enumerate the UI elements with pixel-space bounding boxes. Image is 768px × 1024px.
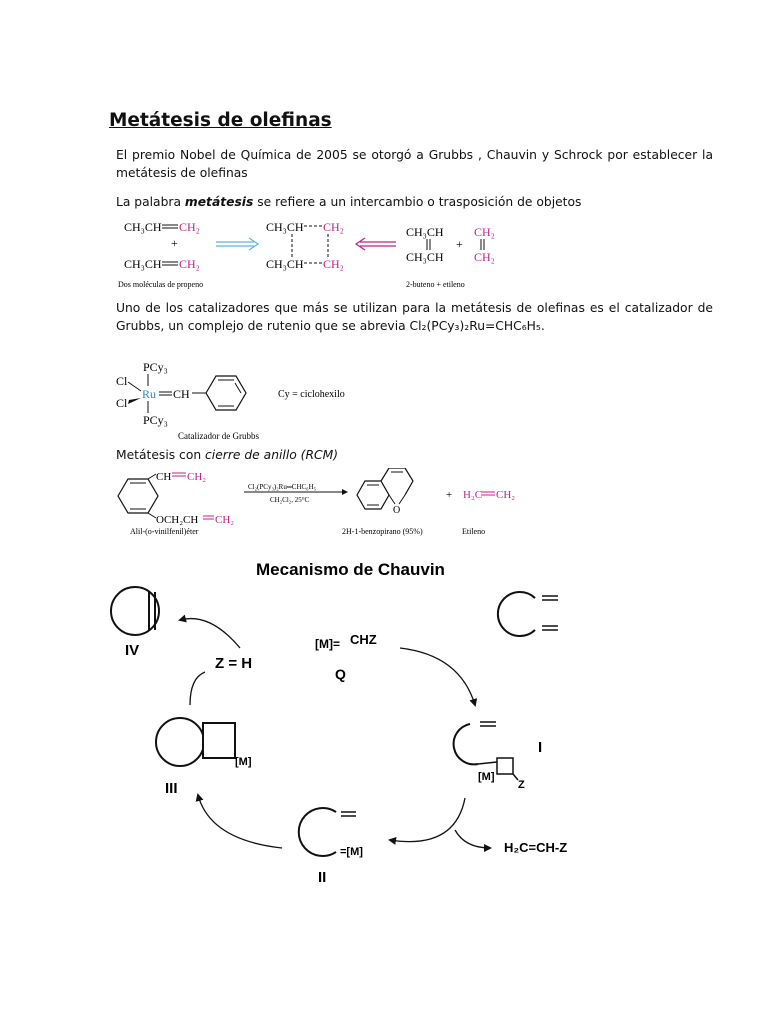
pcy3-bottom: PCy₃ [143, 413, 168, 427]
allyloxy-chain: OCH₂CH [156, 514, 199, 526]
intermediate-top-ch2: CH₂ [323, 220, 344, 234]
intro-text: El premio Nobel de Química de 2005 se otorgó a Grubbs , Chauvin y Schrock por establecer la metátesis de olefinas [116, 148, 713, 180]
caption-propene: Dos moléculas de propeno [118, 280, 204, 289]
definition-emphasis: metátesis [184, 195, 254, 209]
intro-paragraph [116, 146, 713, 182]
m-label-i: [M] [478, 771, 495, 783]
reactant-bottom-ch2: CH₂ [179, 257, 200, 271]
grubbs-paragraph [116, 299, 713, 335]
grubbs-caption: Catalizador de Grubbs [178, 431, 259, 441]
aryl-ring [118, 479, 158, 513]
pcy3-top: PCy₃ [143, 360, 168, 374]
forward-arrow [216, 238, 258, 250]
metallacyclobutane-iii [156, 718, 235, 766]
reactant-top-ch2: CH₂ [179, 220, 200, 234]
page-title: Metátesis de olefinas [109, 110, 332, 131]
reagent-catalyst: Cl₂(PCy₃)₂Ru═CHC₆H₅ [248, 483, 317, 491]
cy-definition: Cy = ciclohexilo [278, 389, 345, 400]
rcm-scheme [114, 468, 534, 540]
arrow-byproduct [455, 830, 490, 848]
intermediate-bottom-ch2: CH₂ [323, 257, 344, 271]
allyl-ch2: CH₂ [215, 514, 235, 526]
arrow-iii-up [190, 672, 205, 705]
q-formula-left: [M]= [315, 637, 340, 651]
byproduct-label: H₂C=CH-Z [504, 840, 568, 855]
reactant-top: CH₃CH [124, 220, 162, 234]
rcm-heading-before: Metátesis con [116, 448, 206, 462]
diene-substrate [498, 592, 558, 636]
label-ii: II [318, 869, 327, 886]
intermediate-top: CH₃CH [266, 220, 304, 234]
product-butene-top: CH₃CH [406, 225, 444, 239]
plus-sign-rcm: + [446, 489, 453, 501]
ruthenium-atom: Ru [142, 387, 157, 401]
caption-ethylene: Etileno [462, 527, 486, 536]
product-ethylene-bottom: CH₂ [474, 250, 495, 264]
label-iii: III [165, 780, 178, 797]
caption-benzopyran: 2H-1-benzopirano (95%) [342, 527, 423, 536]
reactant-bottom: CH₃CH [124, 257, 162, 271]
m-label-iii: [M] [235, 756, 252, 768]
mechanism-title: Mecanismo de Chauvin [256, 560, 445, 579]
arrow-i-to-ii [390, 798, 465, 842]
label-q: Q [335, 666, 346, 682]
plus-sign-2: + [456, 237, 463, 251]
ethylene-right: CH₂ [496, 489, 516, 501]
product-ethylene-top: CH₂ [474, 225, 495, 239]
grubbs-text: Uno de los catalizadores que más se utilizan para la metátesis de olefinas es el catalizador de Grubbs, un complejo de rutenio que se abrevia Cl₂(PCy₃)₂Ru=CHC₆H₅. [116, 301, 713, 333]
cl-bottom: Cl [116, 396, 128, 410]
rcm-heading-em: cierre de anillo (RCM) [205, 448, 339, 462]
vinyl-ch: CH [156, 471, 172, 483]
rcm-heading [116, 446, 516, 464]
plus-sign-1: + [171, 236, 178, 250]
propene-metathesis-scheme [116, 214, 516, 292]
metathesis-definition [116, 193, 716, 211]
definition-after: se refiere a un intercambio o trasposición de objetos [253, 195, 582, 209]
reagent-conditions: CH₂Cl₂, 25°C [270, 496, 310, 504]
arrow-to-iv [180, 619, 240, 648]
product-butene-bottom: CH₃CH [406, 250, 444, 264]
reverse-arrow [356, 238, 396, 250]
vinyl-ch2: CH₂ [187, 471, 207, 483]
cycloalkene-iv [111, 587, 159, 635]
ring-oxygen: O [393, 505, 401, 516]
intermediate-bottom: CH₃CH [266, 257, 304, 271]
ethylene-left: H₂C [463, 489, 483, 501]
label-i: I [538, 739, 543, 756]
caption-products: 2-buteno + etileno [406, 280, 465, 289]
definition-before: La palabra [116, 195, 185, 209]
label-iv: IV [125, 642, 140, 659]
chauvin-mechanism [0, 548, 768, 898]
arrow-q-to-i [400, 648, 475, 705]
grubbs-catalyst-structure [110, 358, 380, 444]
caption-substrate: Alil-(o-vinilfenil)éter [130, 527, 199, 536]
z-label-i: Z [518, 779, 525, 791]
m-label-ii: =[M] [340, 846, 363, 858]
cl-top: Cl [116, 374, 128, 388]
q-formula-right: CHZ [350, 632, 377, 647]
ch-group: CH [173, 387, 190, 401]
z-equals-h: Z = H [215, 655, 253, 672]
benzene-ring [206, 376, 246, 410]
arrow-ii-to-iii [198, 795, 282, 848]
